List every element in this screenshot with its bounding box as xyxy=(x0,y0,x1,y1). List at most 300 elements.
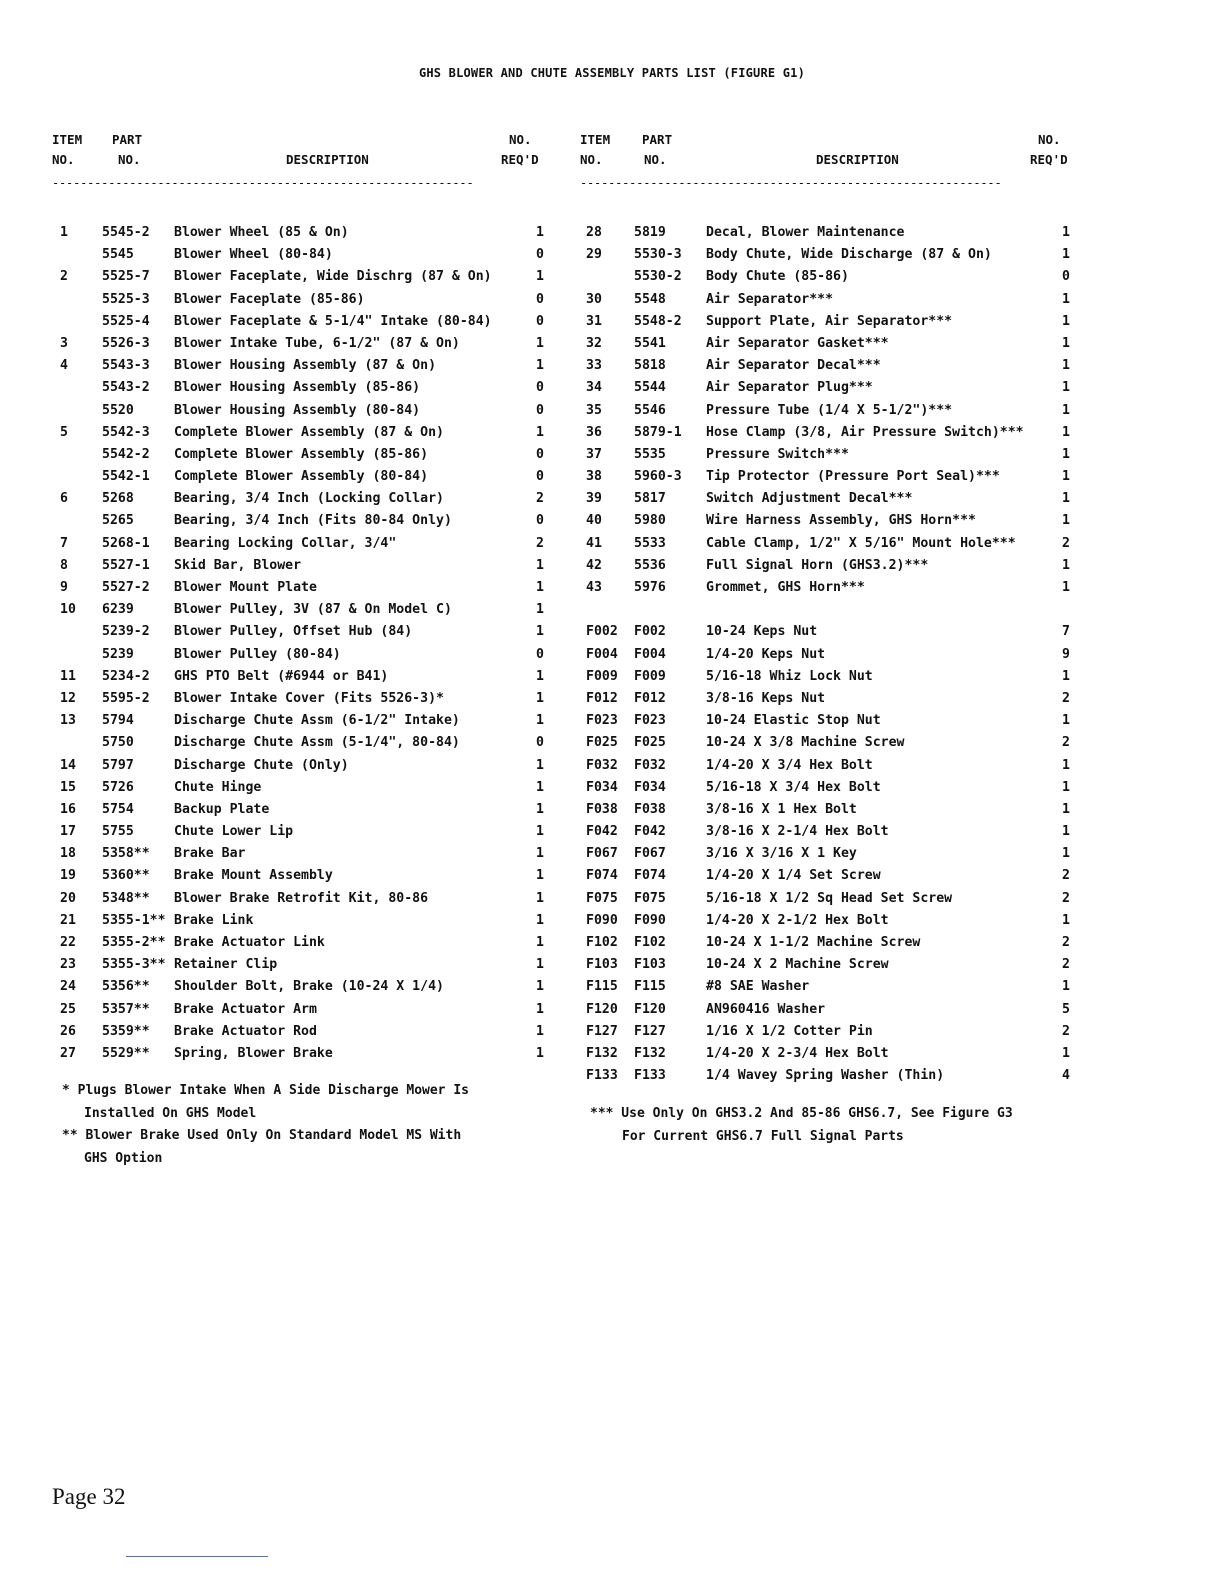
item-number: 8 xyxy=(60,557,68,573)
part-number: 5355-2** xyxy=(102,935,166,950)
part-number: F025 xyxy=(634,735,666,751)
table-row xyxy=(52,488,544,510)
part-description: Brake Actuator Rod xyxy=(174,1023,317,1039)
quantity-required: 1 xyxy=(1062,801,1070,817)
part-number: F009 xyxy=(634,668,666,684)
table-row xyxy=(580,799,1070,821)
quantity-required: 2 xyxy=(1062,1023,1070,1039)
part-description: Air Separator Plug*** xyxy=(706,380,873,396)
table-row xyxy=(52,244,544,266)
item-number: F002 xyxy=(586,624,618,640)
part-description: Retainer Clip xyxy=(174,957,278,973)
part-description: #8 SAE Washer xyxy=(706,979,810,995)
part-number: F034 xyxy=(634,779,666,795)
quantity-required: 2 xyxy=(536,491,544,507)
item-number xyxy=(52,377,102,399)
table-row xyxy=(580,466,1070,488)
quantity-required: 1 xyxy=(536,1045,544,1061)
table-row xyxy=(52,266,544,288)
table-row xyxy=(52,377,544,399)
quantity-required: 1 xyxy=(536,779,544,795)
part-description: 10-24 X 2 Machine Screw xyxy=(706,957,889,973)
part-number: 5268 xyxy=(102,491,134,507)
part-number: F002 xyxy=(634,624,666,640)
part-number: F074 xyxy=(634,868,666,884)
part-description: Blower Mount Plate xyxy=(174,580,317,595)
table-row xyxy=(580,976,1070,998)
part-description: Blower Faceplate & 5-1/4" Intake (80-84) xyxy=(174,313,492,329)
table-row xyxy=(580,644,1070,666)
item-number: 34 xyxy=(586,380,602,396)
item-number xyxy=(52,621,102,643)
item-number: F102 xyxy=(586,935,618,950)
item-number: 37 xyxy=(586,446,602,462)
table-row xyxy=(52,333,544,355)
part-number: 5976 xyxy=(634,580,666,595)
part-description: 1/16 X 1/2 Cotter Pin xyxy=(706,1023,873,1039)
header-part: PART xyxy=(642,132,673,147)
quantity-required: 0 xyxy=(536,735,544,751)
item-number: 6 xyxy=(60,491,68,507)
part-description: Bearing Locking Collar, 3/4" xyxy=(174,535,397,551)
part-number: F038 xyxy=(634,801,666,817)
part-number: 5239-2 xyxy=(102,624,150,640)
part-number: 5545 xyxy=(102,247,134,263)
table-row xyxy=(580,932,1070,954)
part-description: Spring, Blower Brake xyxy=(174,1045,333,1061)
quantity-required: 1 xyxy=(1062,446,1070,462)
part-description: Blower Pulley, Offset Hub (84) xyxy=(174,624,413,640)
footnote-single-star: * Plugs Blower Intake When A Side Discharge Mower Is Installed On GHS Model xyxy=(62,1083,469,1121)
item-number xyxy=(52,400,102,422)
quantity-required: 1 xyxy=(536,1001,544,1017)
item-number: F067 xyxy=(586,846,618,862)
table-row xyxy=(580,422,1070,444)
table-row xyxy=(580,555,1070,577)
item-number: 32 xyxy=(586,335,602,351)
part-number: 5819 xyxy=(634,225,666,240)
quantity-required: 0 xyxy=(536,247,544,263)
part-description: Cable Clamp, 1/2" X 5/16" Mount Hole*** xyxy=(706,535,1016,551)
table-row xyxy=(52,510,544,532)
part-number: 5818 xyxy=(634,358,666,374)
part-number: F023 xyxy=(634,713,666,729)
quantity-required: 7 xyxy=(1062,624,1070,640)
item-number xyxy=(52,311,102,333)
footer-rule xyxy=(126,1556,268,1557)
part-description: Blower Wheel (85 & On) xyxy=(174,225,349,240)
item-number: 19 xyxy=(60,868,76,884)
quantity-required: 2 xyxy=(1062,890,1070,906)
part-number: F127 xyxy=(634,1023,666,1039)
table-row xyxy=(52,755,544,777)
quantity-required: 0 xyxy=(536,469,544,485)
item-number: 25 xyxy=(60,1001,76,1017)
part-description: Blower Housing Assembly (80-84) xyxy=(174,402,421,418)
item-number: 39 xyxy=(586,491,602,507)
part-number: 5750 xyxy=(102,735,134,751)
part-description: Blower Pulley (80-84) xyxy=(174,646,341,662)
quantity-required: 1 xyxy=(1062,358,1070,374)
part-number: 5358** xyxy=(102,846,150,862)
item-number: F025 xyxy=(586,735,618,751)
table-row xyxy=(52,976,544,998)
part-description: 1/4-20 X 2-1/2 Hex Bolt xyxy=(706,912,889,928)
table-row xyxy=(580,289,1070,311)
quantity-required: 9 xyxy=(1062,646,1070,662)
item-number: 18 xyxy=(60,846,76,862)
quantity-required: 1 xyxy=(536,801,544,817)
item-number: 43 xyxy=(586,580,602,595)
table-row xyxy=(580,1065,1070,1087)
quantity-required: 1 xyxy=(536,424,544,440)
part-description: Chute Hinge xyxy=(174,779,262,795)
part-number: 5794 xyxy=(102,713,134,729)
item-number: 41 xyxy=(586,535,602,551)
part-description: Complete Blower Assembly (80-84) xyxy=(174,469,429,485)
table-row xyxy=(52,710,544,732)
part-number: 6239 xyxy=(102,602,134,618)
table-row xyxy=(52,1043,544,1065)
quantity-required: 1 xyxy=(536,557,544,573)
part-number: 5543-3 xyxy=(102,358,150,374)
part-description: Backup Plate xyxy=(174,801,270,817)
part-number: F103 xyxy=(634,957,666,973)
quantity-required xyxy=(1042,599,1070,621)
table-row xyxy=(580,1021,1070,1043)
item-number: F132 xyxy=(586,1045,618,1061)
table-row xyxy=(580,755,1070,777)
part-number: F012 xyxy=(634,690,666,706)
item-number: 17 xyxy=(60,824,76,840)
part-description: Full Signal Horn (GHS3.2)*** xyxy=(706,557,929,573)
table-row xyxy=(580,510,1070,532)
part-number: F115 xyxy=(634,979,666,995)
table-row xyxy=(580,333,1070,355)
quantity-required: 1 xyxy=(1062,979,1070,995)
item-number: 40 xyxy=(586,513,602,529)
part-number: 5548 xyxy=(634,291,666,307)
quantity-required: 1 xyxy=(1062,557,1070,573)
part-description: Brake Actuator Link xyxy=(174,935,325,950)
table-row xyxy=(580,311,1070,333)
part-number: F133 xyxy=(634,1068,666,1084)
table-row xyxy=(52,311,544,333)
part-number: 5525-7 xyxy=(102,269,150,285)
quantity-required: 1 xyxy=(536,580,544,595)
part-description: Blower Wheel (80-84) xyxy=(174,247,333,263)
part-description: Brake Mount Assembly xyxy=(174,868,333,884)
part-number: F042 xyxy=(634,824,666,840)
quantity-required: 5 xyxy=(1062,1001,1070,1017)
part-number: 5265 xyxy=(102,513,134,529)
part-number: 5542-2 xyxy=(102,446,150,462)
part-number: 5726 xyxy=(102,779,134,795)
part-number: 5526-3 xyxy=(102,335,150,351)
quantity-required: 1 xyxy=(536,868,544,884)
table-row xyxy=(580,266,1070,288)
header-part-no: NO. xyxy=(118,152,141,167)
table-row xyxy=(52,799,544,821)
part-number: F120 xyxy=(634,1001,666,1017)
table-row xyxy=(580,377,1070,399)
table-row xyxy=(580,355,1070,377)
quantity-required: 2 xyxy=(1062,935,1070,950)
part-description: 3/8-16 Keps Nut xyxy=(706,690,826,706)
item-number xyxy=(52,244,102,266)
quantity-required: 1 xyxy=(536,979,544,995)
part-description: Blower Housing Assembly (85-86) xyxy=(174,380,421,396)
part-description: Switch Adjustment Decal*** xyxy=(706,491,913,507)
quantity-required: 2 xyxy=(1062,957,1070,973)
part-number: 5543-2 xyxy=(102,380,150,396)
part-number: 5527-2 xyxy=(102,580,150,595)
quantity-required: 1 xyxy=(1062,402,1070,418)
quantity-required: 0 xyxy=(536,380,544,396)
part-description: Blower Faceplate, Wide Dischrg (87 & On) xyxy=(174,269,492,285)
part-description: 1/4-20 X 3/4 Hex Bolt xyxy=(706,757,873,773)
item-number: 10 xyxy=(60,602,76,618)
table-row xyxy=(580,732,1070,754)
table-row xyxy=(580,666,1070,688)
item-number: 22 xyxy=(60,935,76,950)
table-row xyxy=(52,666,544,688)
table-header xyxy=(580,130,1070,174)
item-number: F032 xyxy=(586,757,618,773)
table-row xyxy=(52,888,544,910)
header-reqd: REQ'D xyxy=(1030,152,1068,167)
part-number: 5355-1** xyxy=(102,912,166,928)
part-description: Discharge Chute Assm (6-1/2" Intake) xyxy=(174,713,460,729)
quantity-required: 1 xyxy=(1062,291,1070,307)
item-number: 30 xyxy=(586,291,602,307)
part-number: 5980 xyxy=(634,513,666,529)
part-description: Blower Housing Assembly (87 & On) xyxy=(174,358,437,374)
quantity-required: 1 xyxy=(536,225,544,240)
part-number: 5359** xyxy=(102,1023,150,1039)
quantity-required: 0 xyxy=(536,291,544,307)
part-number: 5535 xyxy=(634,446,666,462)
item-number: F133 xyxy=(586,1068,618,1084)
quantity-required: 0 xyxy=(536,402,544,418)
part-number: 5548-2 xyxy=(634,313,682,329)
part-number: 5533 xyxy=(634,535,666,551)
item-number: 15 xyxy=(60,779,76,795)
item-number xyxy=(52,466,102,488)
table-row xyxy=(580,710,1070,732)
part-description: Hose Clamp (3/8, Air Pressure Switch)*** xyxy=(706,424,1024,440)
part-description: Air Separator Decal*** xyxy=(706,358,881,374)
quantity-required: 1 xyxy=(536,624,544,640)
quantity-required: 1 xyxy=(536,269,544,285)
part-description: Bearing, 3/4 Inch (Locking Collar) xyxy=(174,491,444,507)
part-description: Bearing, 3/4 Inch (Fits 80-84 Only) xyxy=(174,513,452,529)
part-description: Complete Blower Assembly (85-86) xyxy=(174,446,429,462)
table-row xyxy=(52,222,544,244)
table-row xyxy=(52,621,544,643)
part-description: 5/16-18 X 3/4 Hex Bolt xyxy=(706,779,881,795)
part-description: Support Plate, Air Separator*** xyxy=(706,313,953,329)
parts-table-right xyxy=(580,130,1070,1087)
quantity-required: 1 xyxy=(536,957,544,973)
table-row xyxy=(580,621,1070,643)
quantity-required: 0 xyxy=(536,446,544,462)
footnote-double-star: ** Blower Brake Used Only On Standard Model MS With GHS Option xyxy=(62,1128,462,1166)
quantity-required: 1 xyxy=(536,824,544,840)
item-number: F034 xyxy=(586,779,618,795)
table-row xyxy=(580,888,1070,910)
quantity-required: 1 xyxy=(536,890,544,906)
table-row xyxy=(580,910,1070,932)
part-number: 5817 xyxy=(634,491,666,507)
table-row xyxy=(52,954,544,976)
item-number: 33 xyxy=(586,358,602,374)
part-description: Body Chute, Wide Discharge (87 & On) xyxy=(706,247,992,263)
table-row xyxy=(52,910,544,932)
part-description: 3/8-16 X 2-1/4 Hex Bolt xyxy=(706,824,889,840)
table-row xyxy=(580,777,1070,799)
part-description: Pressure Tube (1/4 X 5-1/2")*** xyxy=(706,402,953,418)
table-row xyxy=(580,1043,1070,1065)
item-number: 1 xyxy=(60,225,68,240)
quantity-required: 1 xyxy=(1062,225,1070,240)
quantity-required: 1 xyxy=(536,935,544,950)
part-number: 5960-3 xyxy=(634,469,682,485)
header-item: ITEM xyxy=(580,132,611,147)
quantity-required: 1 xyxy=(1062,313,1070,329)
part-description: Brake Bar xyxy=(174,846,246,862)
table-row xyxy=(52,444,544,466)
part-number: 5545-2 xyxy=(102,225,150,240)
item-number xyxy=(52,510,102,532)
table-row xyxy=(580,688,1070,710)
quantity-required: 2 xyxy=(1062,868,1070,884)
part-description: Air Separator*** xyxy=(706,291,834,307)
item-number: F038 xyxy=(586,801,618,817)
quantity-required: 0 xyxy=(536,513,544,529)
part-number: 5530-3 xyxy=(634,247,682,263)
item-number: 23 xyxy=(60,957,76,973)
part-number: F102 xyxy=(634,935,666,950)
table-row xyxy=(52,577,544,599)
item-number: F090 xyxy=(586,912,618,928)
item-number: 31 xyxy=(586,313,602,329)
part-description: 10-24 Keps Nut xyxy=(706,624,818,640)
part-description: GHS PTO Belt (#6944 or B41) xyxy=(174,668,389,684)
item-number: F127 xyxy=(586,1023,618,1039)
header-description: DESCRIPTION xyxy=(816,152,899,167)
quantity-required: 2 xyxy=(536,535,544,551)
part-description: 10-24 X 3/8 Machine Screw xyxy=(706,735,905,751)
item-number: 12 xyxy=(60,690,76,706)
part-number: 5234-2 xyxy=(102,668,150,684)
part-number: 5527-1 xyxy=(102,557,150,573)
part-number: F132 xyxy=(634,1045,666,1061)
item-number: 9 xyxy=(60,580,68,595)
part-number: 5525-4 xyxy=(102,313,150,329)
header-reqd: REQ'D xyxy=(501,152,539,167)
part-number: 5546 xyxy=(634,402,666,418)
item-number xyxy=(580,599,634,621)
quantity-required: 2 xyxy=(1062,735,1070,751)
table-row xyxy=(52,599,544,621)
table-row xyxy=(52,289,544,311)
quantity-required: 1 xyxy=(536,912,544,928)
part-description: Blower Intake Cover (Fits 5526-3)* xyxy=(174,690,444,706)
quantity-required: 1 xyxy=(1062,846,1070,862)
item-number: 14 xyxy=(60,757,76,773)
table-row xyxy=(52,422,544,444)
parts-list-left xyxy=(52,222,544,1065)
part-description: Grommet, GHS Horn*** xyxy=(706,580,865,595)
item-number: F075 xyxy=(586,890,618,906)
part-number: 5529** xyxy=(102,1045,150,1061)
part-number: 5530-2 xyxy=(634,269,682,285)
item-number xyxy=(52,289,102,311)
parts-list-right xyxy=(580,222,1070,1087)
part-number xyxy=(634,599,706,621)
part-description: Blower Pulley, 3V (87 & On Model C) xyxy=(174,602,452,618)
quantity-required: 1 xyxy=(1062,757,1070,773)
part-number: F004 xyxy=(634,646,666,662)
item-number: 27 xyxy=(60,1045,76,1061)
part-number: 5755 xyxy=(102,824,134,840)
part-description: Complete Blower Assembly (87 & On) xyxy=(174,424,444,440)
quantity-required: 1 xyxy=(536,846,544,862)
table-row xyxy=(580,400,1070,422)
part-description: Discharge Chute Assm (5-1/4", 80-84) xyxy=(174,735,460,751)
item-number: F042 xyxy=(586,824,618,840)
table-row xyxy=(580,488,1070,510)
table-row xyxy=(52,688,544,710)
part-description: AN960416 Washer xyxy=(706,1001,826,1017)
header-item-no: NO. xyxy=(580,152,603,167)
item-number: F004 xyxy=(586,646,618,662)
quantity-required: 0 xyxy=(1062,269,1070,285)
part-description: Wire Harness Assembly, GHS Horn*** xyxy=(706,513,976,529)
part-description: 10-24 X 1-1/2 Machine Screw xyxy=(706,935,921,950)
quantity-required: 1 xyxy=(536,335,544,351)
part-number: 5536 xyxy=(634,557,666,573)
table-row xyxy=(52,1021,544,1043)
part-number: 5797 xyxy=(102,757,134,773)
quantity-required: 1 xyxy=(1062,912,1070,928)
quantity-required: 1 xyxy=(1062,491,1070,507)
table-row xyxy=(580,821,1070,843)
quantity-required: 0 xyxy=(536,313,544,329)
part-number: 5268-1 xyxy=(102,535,150,551)
item-number: 3 xyxy=(60,335,68,351)
part-number: 5544 xyxy=(634,380,666,396)
table-row xyxy=(580,444,1070,466)
item-number xyxy=(52,732,102,754)
part-number: 5541 xyxy=(634,335,666,351)
item-number: 24 xyxy=(60,979,76,995)
item-number: 20 xyxy=(60,890,76,906)
quantity-required: 1 xyxy=(536,358,544,374)
table-row xyxy=(52,355,544,377)
quantity-required: 1 xyxy=(1062,668,1070,684)
table-row xyxy=(580,533,1070,555)
header-rule: ------------------------------------------------------------ xyxy=(52,176,474,190)
part-description: Skid Bar, Blower xyxy=(174,557,302,573)
part-number: F032 xyxy=(634,757,666,773)
item-number: 11 xyxy=(60,668,76,684)
part-description: Decal, Blower Maintenance xyxy=(706,225,905,240)
item-number: 42 xyxy=(586,557,602,573)
table-row xyxy=(52,777,544,799)
table-row xyxy=(580,954,1070,976)
